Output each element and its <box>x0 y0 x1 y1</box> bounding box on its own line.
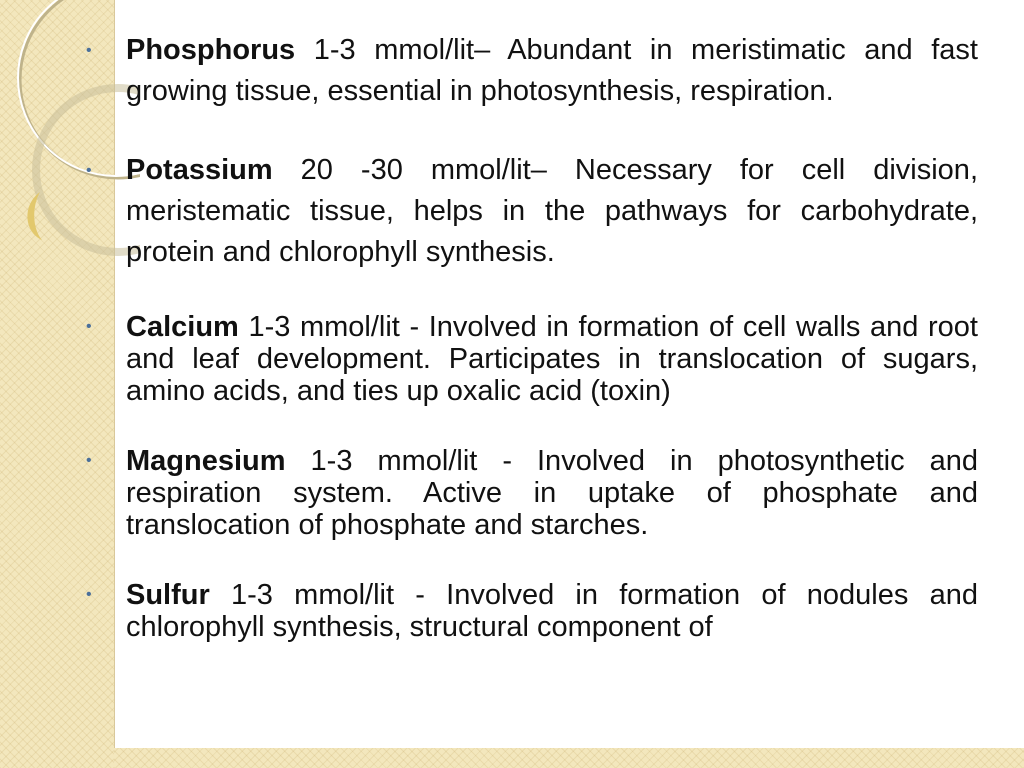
bullet-icon: • <box>86 452 92 469</box>
bullet-icon: • <box>86 42 92 59</box>
decorative-bottom-band <box>114 748 1024 768</box>
list-item-calcium <box>80 311 978 407</box>
item-term: Phosphorus <box>126 34 296 66</box>
item-term: Sulfur <box>126 579 210 611</box>
item-text: 1-3 mmol/lit - Involved in formation of nodules and chlorophyll synthesis, structural component of <box>126 579 978 643</box>
list-item-magnesium <box>80 445 978 541</box>
list-item-phosphorus <box>80 30 978 112</box>
list-item-sulfur <box>80 579 978 643</box>
bullet-icon: • <box>86 318 92 335</box>
item-term: Calcium <box>126 311 239 343</box>
bullet-list <box>80 30 978 681</box>
item-text: 1-3 mmol/lit– Abundant in meristimatic and fast growing tissue, essential in photosynthesis, respiration. <box>126 34 978 107</box>
item-term: Magnesium <box>126 445 286 477</box>
item-text: 20 -30 mmol/lit– Necessary for cell division, meristematic tissue, helps in the pathways for carbohydrate, protein and chlorophyll synthesis. <box>126 154 978 268</box>
list-item-potassium <box>80 150 978 273</box>
bullet-icon: • <box>86 586 92 603</box>
item-text: 1-3 mmol/lit - Involved in photosynthetic and respiration system. Active in uptake of phosphate and translocation of phosphate and starches. <box>126 445 978 541</box>
bullet-icon: • <box>86 162 92 179</box>
item-term: Potassium <box>126 154 273 186</box>
item-text: 1-3 mmol/lit - Involved in formation of cell walls and root and leaf development. Participates in translocation of sugars, amino acids, and ties up oxalic acid (toxin) <box>126 311 978 407</box>
